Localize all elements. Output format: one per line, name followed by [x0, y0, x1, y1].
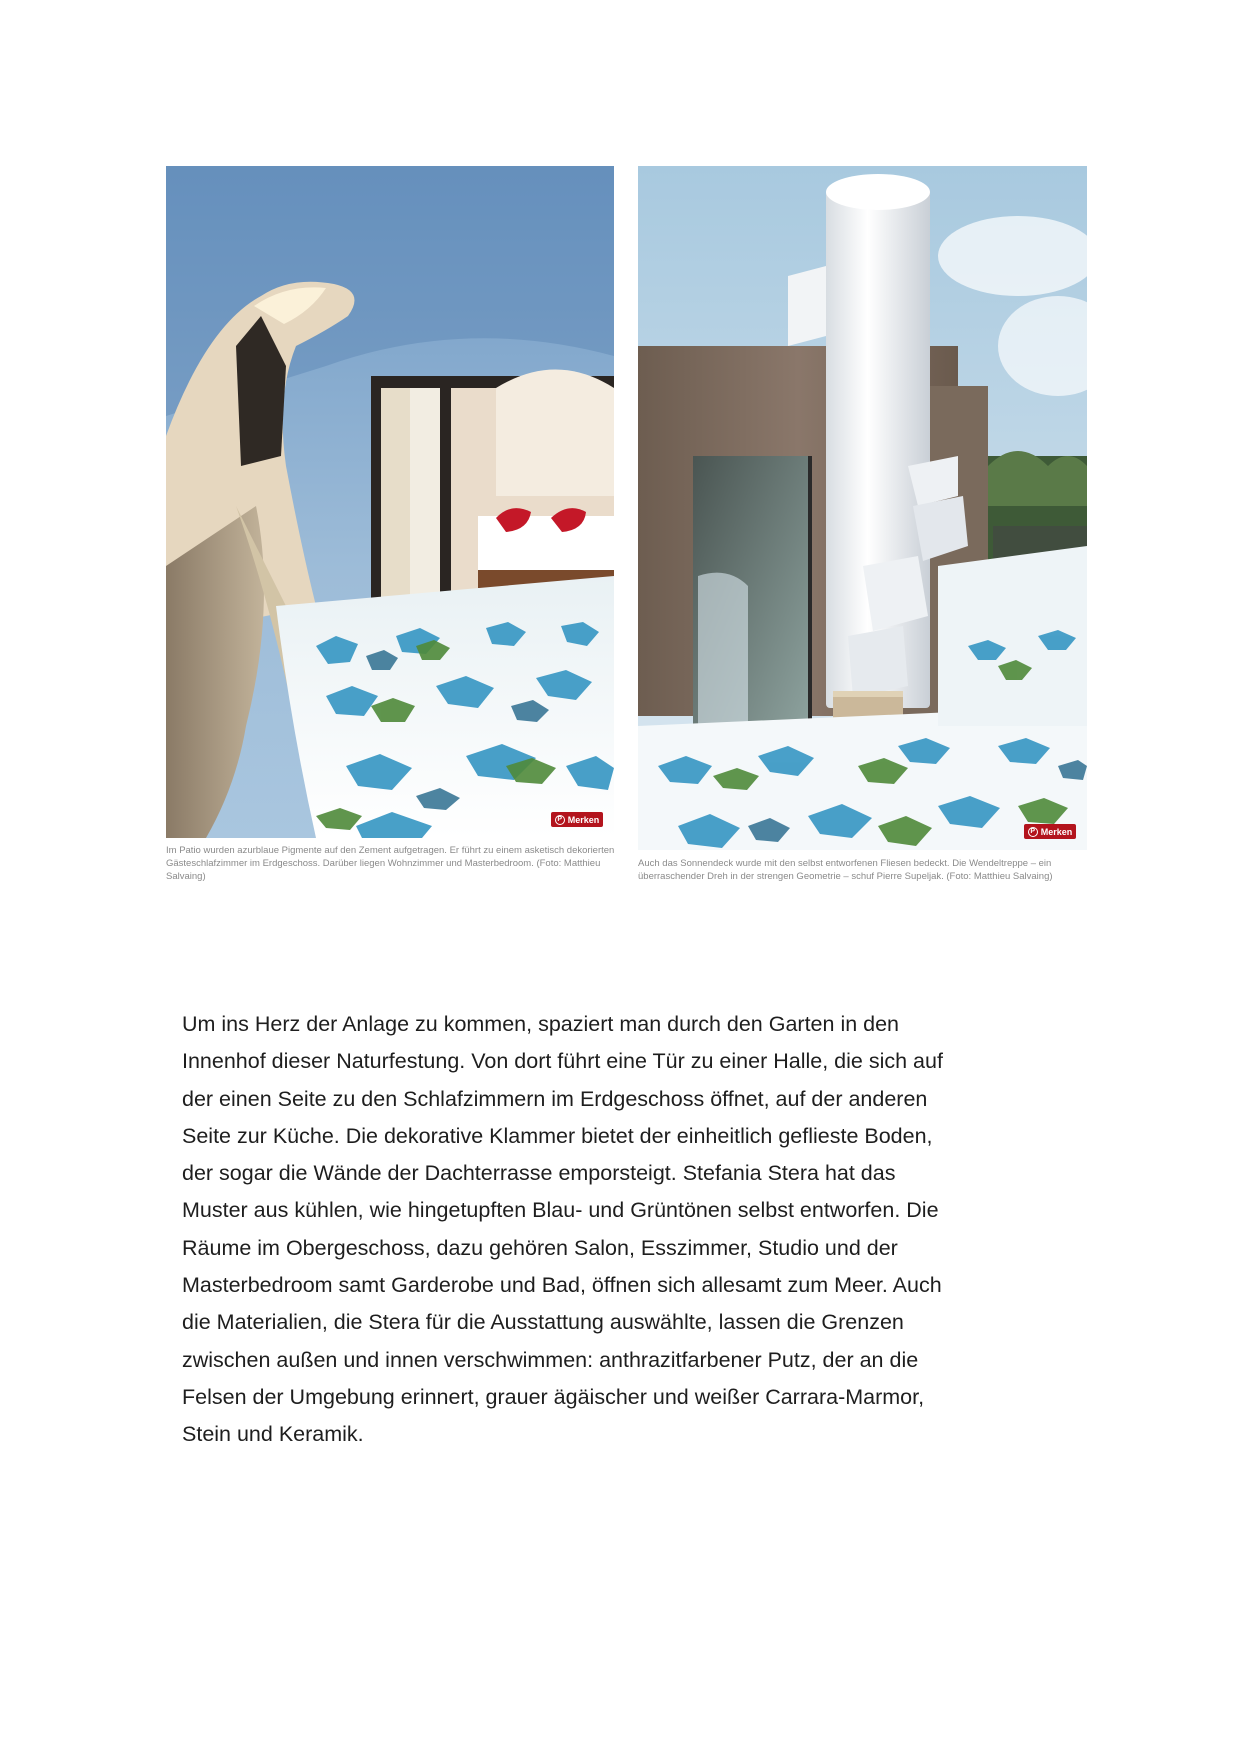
article-paragraph	[182, 1006, 1062, 1454]
paragraph-line: Felsen der Umgebung erinnert, grauer ägäischer und weißer Carrara-Marmor,	[182, 1384, 925, 1409]
photo-caption: Auch das Sonnendeck wurde mit den selbst entworfenen Fliesen bedeckt. Die Wendeltreppe – ein überraschender Dreh in der strengen Geometrie – schuf Pierre Supeljak. (Foto: Matthieu Salvaing)	[638, 858, 1053, 882]
paragraph-line: Stein und Keramik.	[182, 1422, 364, 1447]
sundeck-photo	[638, 166, 1087, 850]
paragraph-line: der einen Seite zu den Schlafzimmern im Erdgeschoss öffnet, auf der anderen	[182, 1086, 928, 1111]
save-button-label: Merken	[1040, 826, 1073, 837]
paragraph-line: zwischen außen und innen verschwimmen: anthrazitfarbener Putz, der an die	[182, 1347, 919, 1372]
paragraph-line: Muster aus kühlen, wie hingetupften Blau- und Grüntönen selbst entworfen. Die	[182, 1198, 939, 1223]
paragraph-line: die Materialien, die Stera für die Ausstattung auswählte, lassen die Grenzen	[182, 1310, 904, 1335]
photo-caption: Im Patio wurden azurblaue Pigmente auf den Zement aufgetragen. Er führt zu einem asketisch dekorierten Gästeschlafzimmer im Erdgeschoss. Darüber liegen Wohnzimmer und Masterbedroom. (Foto: Matthieu Salvaing)	[166, 845, 615, 882]
save-button[interactable]	[551, 812, 603, 827]
save-button[interactable]	[1024, 824, 1076, 839]
patio-photo	[166, 166, 614, 838]
paragraph-line: der sogar die Wände der Dachterrasse emporsteigt. Stefania Stera hat das	[182, 1161, 896, 1186]
paragraph-line: Masterbedroom samt Garderobe und Bad, öffnen sich allesamt zum Meer. Auch	[182, 1273, 942, 1298]
paragraph-line: Räume im Obergeschoss, dazu gehören Salon, Esszimmer, Studio und der	[182, 1235, 898, 1260]
pinterest-icon: P	[1028, 827, 1038, 837]
pinterest-icon: P	[555, 815, 565, 825]
paragraph-line: Seite zur Küche. Die dekorative Klammer bietet der einheitlich geflieste Boden,	[182, 1123, 933, 1148]
paragraph-line: Um ins Herz der Anlage zu kommen, spaziert man durch den Garten in den	[182, 1012, 900, 1036]
paragraph-line: Innenhof dieser Naturfestung. Von dort führt eine Tür zu einer Halle, die sich auf	[182, 1049, 943, 1074]
save-button-label: Merken	[567, 814, 600, 825]
